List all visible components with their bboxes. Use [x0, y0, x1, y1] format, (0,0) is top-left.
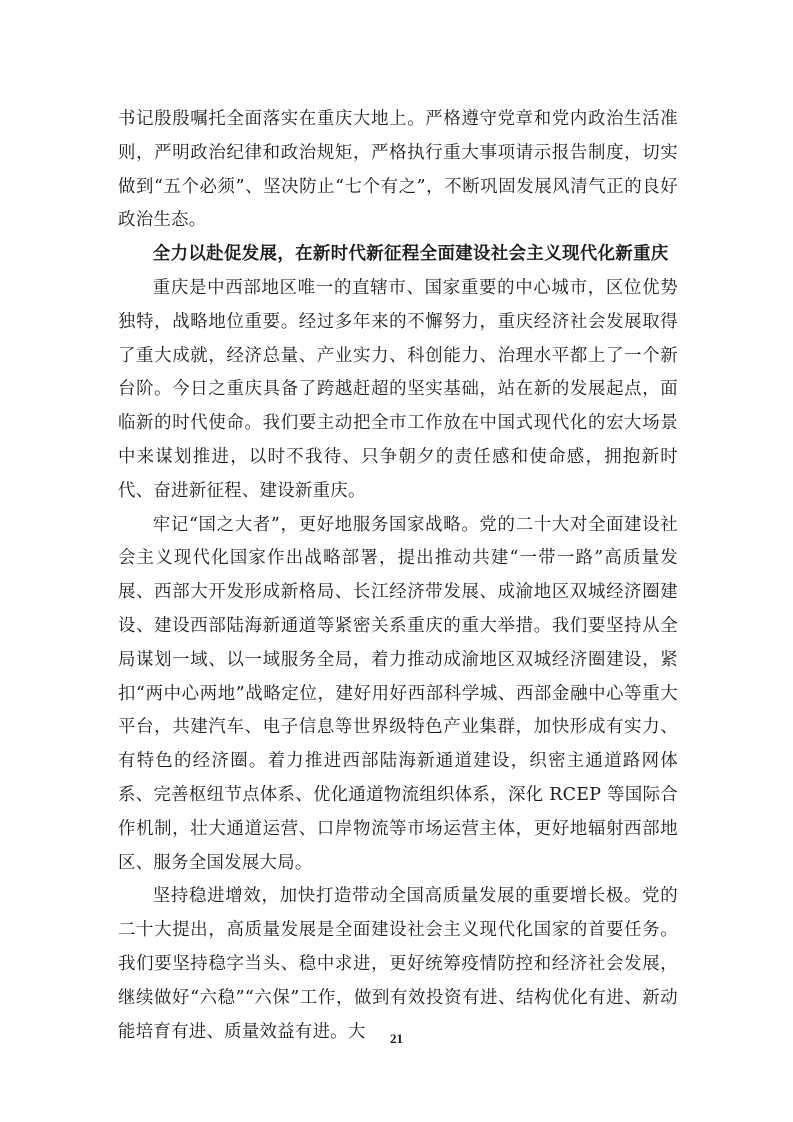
paragraph-chongqing-overview: 重庆是中西部地区唯一的直辖市、国家重要的中心城市，区位优势独特，战略地位重要。经过多年来的不懈努力，重庆经济社会发展取得了重大成就，经济总量、产业实力、科创能力、治理水平都上了一个新台阶。今日之重庆具备了跨越赶超的坚实基础，站在新的发展起点，面临新的时代使命。我们要主动把全市工作放在中国式现代化的宏大场景中来谋划推进，以时不我待、只争朝夕的责任感和使命感，拥抱新时代、奋进新征程、建设新重庆。	[118, 277, 678, 501]
document-body	[118, 103, 678, 1049]
paragraph-national-strategy: 牢记“国之大者”，更好地服务国家战略。党的二十大对全面建设社会主义现代化国家作出战略部署，提出推动共建“一带一路”高质量发展、西部大开发形成新格局、长江经济带发展、成渝地区双城经济圈建设、建设西部陆海新通道等紧密关系重庆的重大举措。我们要坚持从全局谋划一域、以一域服务全局，着力推动成渝地区双城经济圈建设，紧扣“两中心两地”战略定位，建好用好西部科学城、西部金融中心等重大平台，共建汽车、电子信息等世界级特色产业集群，加快形成有实力、有特色的经济圈。着力推进西部陆海新通道建设，织密主通道路网体系、完善枢纽节点体系、优化通道物流组织体系，深化 RCEP 等国际合作机制，壮大通道运营、口岸物流等市场运营主体，更好地辐射西部地区、服务全国发展大局。	[118, 514, 678, 873]
paragraph-continuation: 书记殷殷嘱托全面落实在重庆大地上。严格遵守党章和党内政治生活准则，严明政治纪律和政治规矩，严格执行重大事项请示报告制度，切实做到“五个必须”、坚决防止“七个有之”，不断巩固发展风清气正的良好政治生态。	[118, 109, 678, 231]
section-heading: 全力以赴促发展，在新时代新征程全面建设社会主义现代化新重庆	[152, 244, 669, 265]
page-number: 21	[390, 1031, 403, 1046]
paragraph-high-quality-development: 坚持稳进增效，加快打造带动全国高质量发展的重要增长极。党的二十大提出，高质量发展是全面建设社会主义现代化国家的首要任务。我们要坚持稳字当头、稳中求进，更好统筹疫情防控和经济社会发展，继续做好“六稳”“六保”工作，做到有效投资有进、结构优化有进、新动能培育有进、质量效益有进。大	[118, 886, 678, 1042]
